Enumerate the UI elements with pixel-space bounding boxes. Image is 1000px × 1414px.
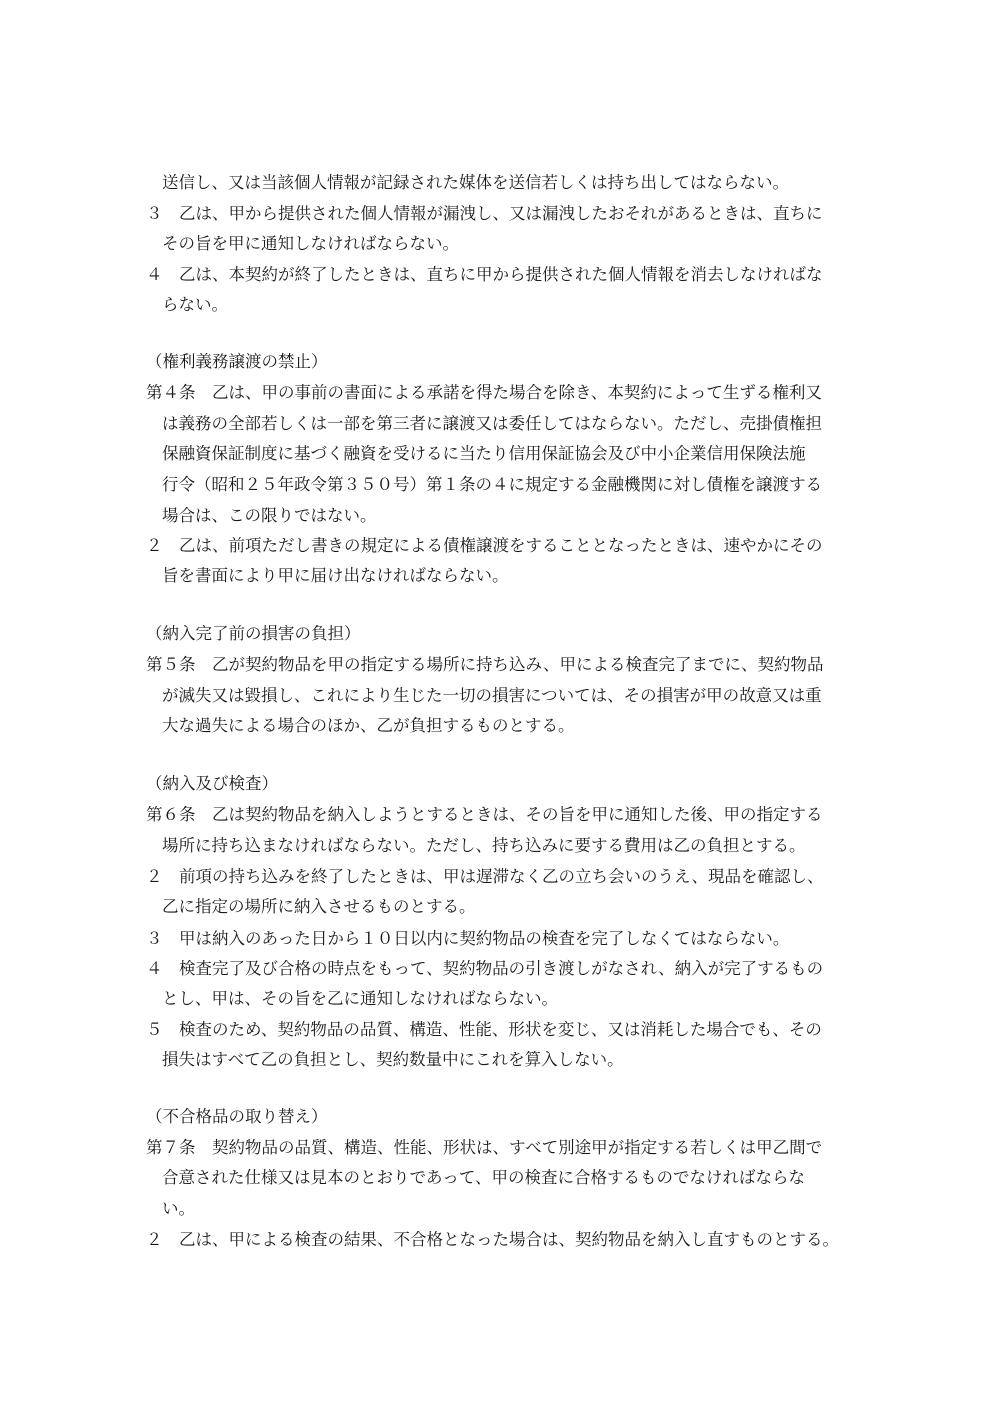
text-line: その旨を甲に通知しなければならない。: [162, 234, 459, 253]
text-line: ３ 乙は、甲から提供された個人情報が漏洩し、又は漏洩したおそれがあるときは、直ちに: [146, 204, 823, 223]
text-line: ２ 乙は、甲による検査の結果、不合格となった場合は、契約物品を納入し直すものとする。: [146, 1230, 839, 1249]
text-line: 乙に指定の場所に納入させるものとする。: [162, 897, 476, 916]
text-line: 第５条 乙が契約物品を甲の指定する場所に持ち込み、甲による検査完了までに、契約物品: [146, 655, 824, 674]
text-line: ４ 検査完了及び合格の時点をもって、契約物品の引き渡しがなされ、納入が完了するもの: [146, 959, 824, 978]
text-line: ４ 乙は、本契約が終了したときは、直ちに甲から提供された個人情報を消去しなければな: [146, 265, 823, 284]
text-line: 旨を書面により甲に届け出なければならない。: [162, 566, 509, 585]
text-line: が滅失又は毀損し、これにより生じた一切の損害については、その損害が甲の故意又は重: [162, 686, 822, 705]
text-line: い。: [162, 1199, 195, 1218]
text-line: 第７条 契約物品の品質、構造、性能、形状は、すべて別途甲が指定する若しくは甲乙間で: [146, 1138, 823, 1157]
text-line: ５ 検査のため、契約物品の品質、構造、性能、形状を変じ、又は消耗した場合でも、その: [146, 1020, 822, 1039]
text-line: 合意された仕様又は見本のとおりであって、甲の検査に合格するものでなければならな: [162, 1168, 806, 1187]
text-line: 場所に持ち込まなければならない。ただし、持ち込みに要する費用は乙の負担とする。: [162, 836, 806, 855]
text-line: 大な過失による場合のほか、乙が負担するものとする。: [162, 716, 575, 735]
text-line: とし、甲は、その旨を乙に通知しなければならない。: [162, 989, 558, 1008]
section-heading: （納入及び検査）: [146, 774, 278, 793]
text-line: ２ 前項の持ち込みを終了したときは、甲は遅滞なく乙の立ち会いのうえ、現品を確認し、: [146, 867, 824, 886]
text-line: ３ 甲は納入のあった日から１０日以内に契約物品の検査を完了しなくてはならない。: [146, 929, 790, 948]
section-heading: （不合格品の取り替え）: [146, 1107, 328, 1126]
text-line: 損失はすべて乙の負担とし、契約数量中にこれを算入しない。: [162, 1050, 624, 1069]
text-line: 行令（昭和２５年政令第３５０号）第１条の４に規定する金融機関に対し債権を譲渡する: [162, 475, 822, 494]
text-line: らない。: [162, 295, 228, 314]
text-line: 第４条 乙は、甲の事前の書面による承諾を得た場合を除き、本契約によって生ずる権利又: [146, 383, 822, 402]
text-line: 保融資保証制度に基づく融資を受けるに当たり信用保証協会及び中小企業信用保険法施: [162, 444, 806, 463]
text-line: 場合は、この限りではない。: [162, 506, 377, 525]
text-line: は義務の全部若しくは一部を第三者に譲渡又は委任してはならない。ただし、売掛債権担: [162, 414, 822, 433]
section-heading: （納入完了前の損害の負担）: [146, 624, 361, 643]
text-line: ２ 乙は、前項ただし書きの規定による債権譲渡をすることとなったときは、速やかにその: [146, 536, 823, 555]
text-line: 送信し、又は当該個人情報が記録された媒体を送信若しくは持ち出してはならない。: [162, 173, 789, 192]
text-line: 第６条 乙は契約物品を納入しようとするときは、その旨を甲に通知した後、甲の指定する: [146, 805, 823, 824]
section-heading: （権利義務譲渡の禁止）: [146, 352, 328, 371]
